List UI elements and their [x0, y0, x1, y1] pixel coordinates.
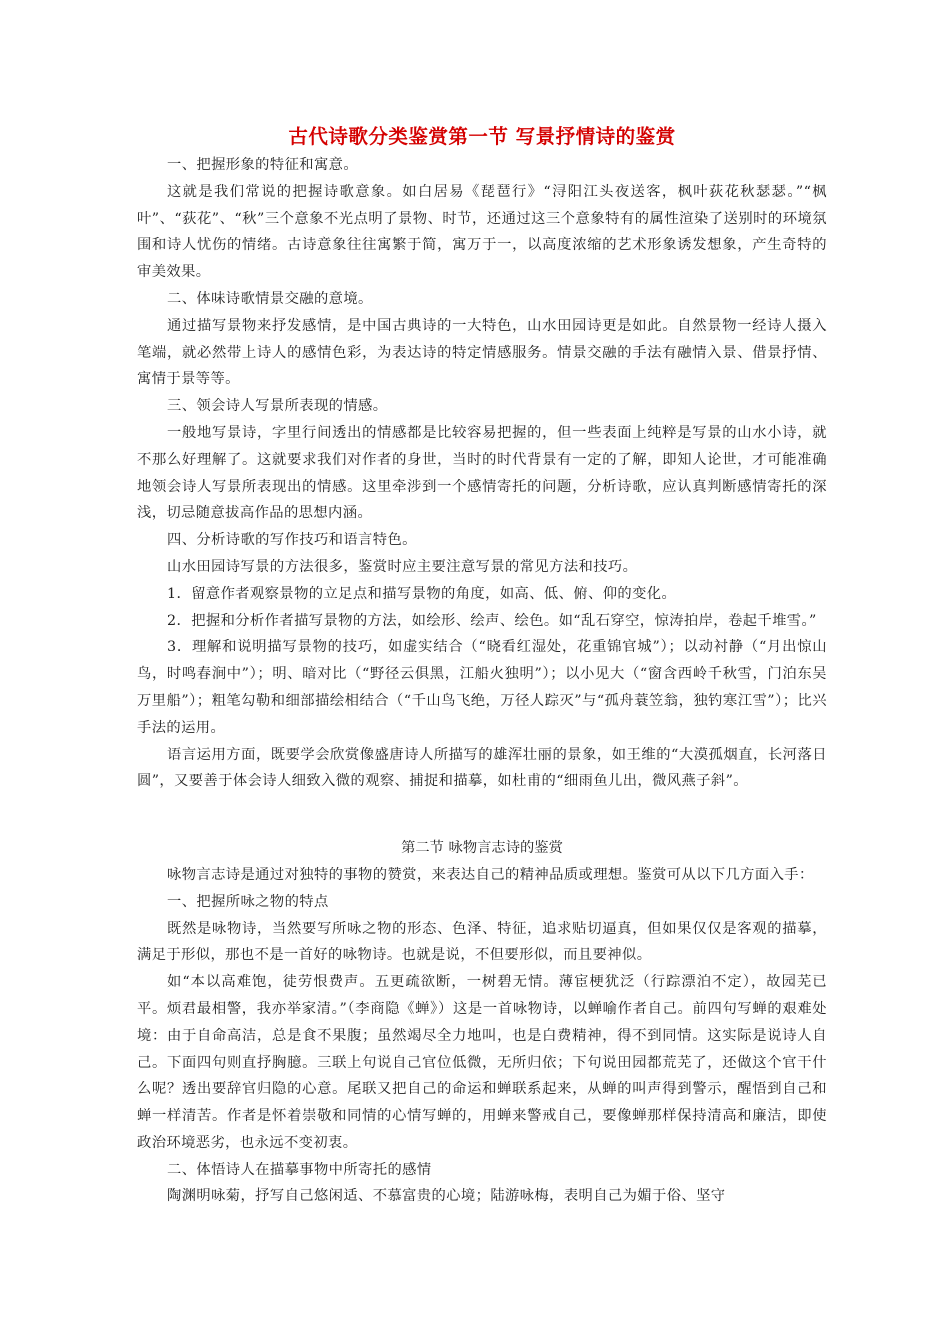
section-2-title: 第二节 咏物言志诗的鉴赏: [401, 840, 563, 857]
paragraph: 这就是我们常说的把握诗歌意象。如白居易《琵琶行》“浔阳江头夜送客，枫叶荻花秋瑟瑟。”“枫叶”、“荻花”、“秋”三个意象不光点明了景物、时节，还通过这三个意象特有的属性渲染了送别时的环境氛围和诗人忧伤的情绪。古诗意象往往寓繁于简，寓万于一，以高度浓缩的艺术形象诱发想象，产生奇特的审美效果。: [137, 183, 827, 281]
paragraph: 如“本以高难饱，徒劳恨费声。五更疏欲断，一树碧无情。薄宦梗犹泛（行踪漂泊不定），故园芜已平。烦君最相警，我亦举家清。”（李商隐《蝉》）这是一首咏物诗，以蝉喻作者自己。前四句写蝉的艰难处境：由于自命高洁，总是食不果腹；虽然竭尽全力地叫，也是白费精神，得不到同情。这实际是说诗人自己。下面四句则直抒胸臆。三联上句说自己官位低微，无所归依；下句说田园都荒芜了，还做这个官干什么呢？透出要辞官归隐的心意。尾联又把自己的命运和蝉联系起来，从蝉的叫声得到警示，醒悟到自己和蝉一样清苦。作者是怀着崇敬和同情的心情写蝉的，用蝉来警戒自己，要像蝉那样保持清高和廉洁，即使政治环境恶劣，也永远不变初衷。: [137, 974, 827, 1151]
section-2: [137, 862, 827, 1210]
paragraph: 咏物言志诗是通过对独特的事物的赞赏，来表达自己的精神品质或理想。鉴赏可从以下几方面入手：: [167, 866, 814, 883]
section-1: [137, 152, 827, 795]
document-title: 古代诗歌分类鉴赏第一节 写景抒情诗的鉴赏: [288, 125, 676, 148]
paragraph: 既然是咏物诗，当然要写所咏之物的形态、色泽、特征，追求贴切逼真，但如果仅仅是客观的描摹，满足于形似，那也不是一首好的咏物诗。也就是说，不但要形似，而且要神似。: [137, 920, 827, 964]
paragraph: 语言运用方面，既要学会欣赏像盛唐诗人所描写的雄浑壮丽的景象，如王维的“大漠孤烟直，长河落日圆”，又要善于体会诗人细致入微的观察、捕捉和描摹，如杜甫的“细雨鱼儿出，微风燕子斜”。: [137, 746, 827, 790]
paragraph: 通过描写景物来抒发感情，是中国古典诗的一大特色，山水田园诗更是如此。自然景物一经诗人摄入笔端，就必然带上诗人的感情色彩，为表达诗的特定情感服务。情景交融的手法有融情入景、借景抒情、寓情于景等等。: [137, 317, 827, 388]
list-item-3: 3．理解和说明描写景物的技巧，如虚实结合（“晓看红湿处，花重锦官城”）；以动衬静（“月出惊山鸟，时鸣春涧中”）；明、暗对比（“野径云俱黑，江船火独明”）；以小见大（“窗含西岭千秋雪，门泊东吴万里船”）；粗笔勾勒和细部描绘相结合（“千山鸟飞绝，万径人踪灭”与“孤舟蓑笠翁，独钓寒江雪”）；比兴手法的运用。: [137, 639, 827, 736]
heading-1: 一、把握形象的特征和寓意。: [167, 157, 359, 173]
document-body: [137, 122, 827, 1210]
heading-2: 二、体味诗歌情景交融的意境。: [167, 290, 373, 307]
heading-4: 四、分析诗歌的写作技巧和语言特色。: [167, 532, 417, 549]
paragraph: 陶渊明咏菊，抒写自己悠闲适、不慕富贵的心境；陆游咏梅，表明自己为媚于俗、坚守: [167, 1188, 726, 1205]
list-item-1: 1．留意作者观察景物的立足点和描写景物的角度，如高、低、俯、仰的变化。: [167, 585, 677, 602]
paragraph: 一般地写景诗，字里行间透出的情感都是比较容易把握的，但一些表面上纯粹是写景的山水小诗，就不那么好理解了。这就要求我们对作者的身世，当时的时代背景有一定的了解，即知人论世，才可能准确地领会诗人写景所表现出的情感。这里牵涉到一个感情寄托的问题，分析诗歌，应认真判断感情寄托的深浅，切忌随意拔高作品的思想内涵。: [137, 424, 827, 522]
list-item-2: 2．把握和分析作者描写景物的方法，如绘形、绘声、绘色。如“乱石穿空，惊涛拍岸，卷起千堆雪。”: [167, 612, 817, 629]
heading-1: 一、把握所咏之物的特点: [167, 893, 329, 910]
heading-2: 二、体悟诗人在描摹事物中所寄托的感情: [167, 1161, 432, 1178]
paragraph: 山水田园诗写景的方法很多，鉴赏时应主要注意写景的常见方法和技巧。: [167, 558, 638, 575]
heading-3: 三、领会诗人写景所表现的情感。: [167, 398, 388, 415]
